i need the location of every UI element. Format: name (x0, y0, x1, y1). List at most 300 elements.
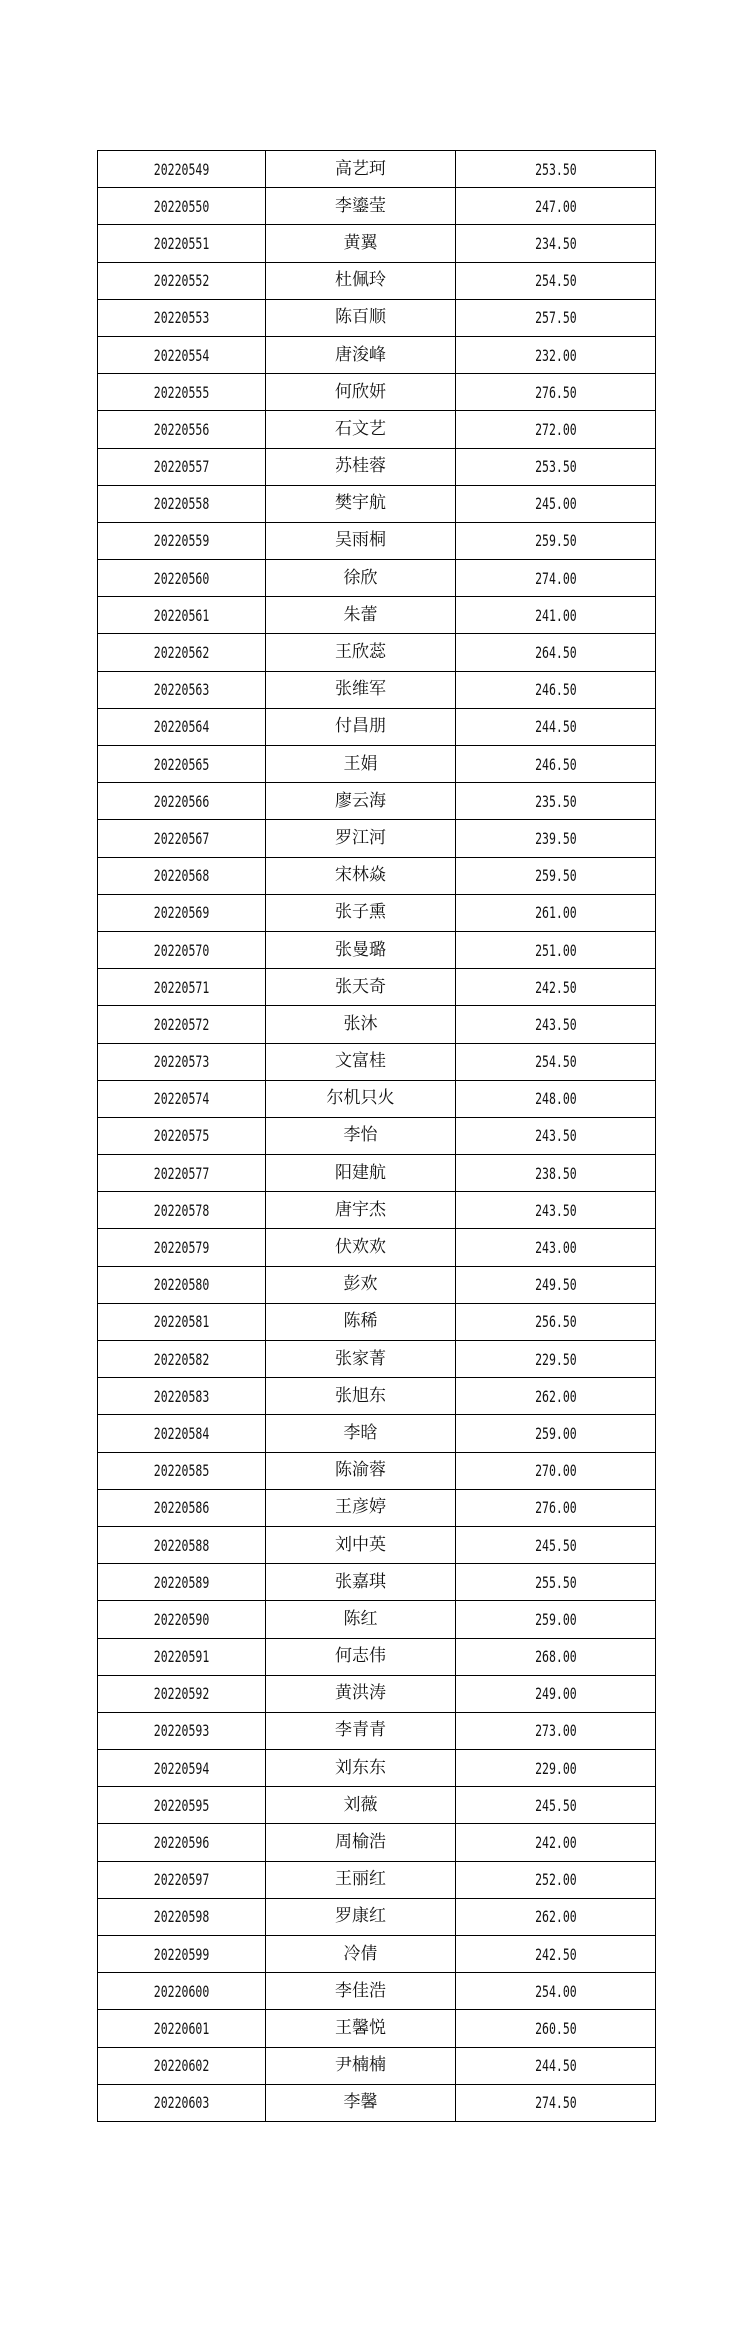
cell-score (456, 931, 656, 968)
cell-name: 李青青 (266, 1712, 456, 1749)
cell-name: 黄洪涛 (266, 1675, 456, 1712)
cell-score-text: 244.50 (534, 717, 577, 737)
cell-id (98, 1303, 266, 1340)
table-row (98, 1192, 656, 1229)
cell-score-text: 253.50 (534, 457, 577, 477)
cell-id-text: 20220575 (153, 1126, 210, 1146)
cell-score (456, 522, 656, 559)
cell-name: 陈红 (266, 1601, 456, 1638)
table-row (98, 671, 656, 708)
table-row (98, 336, 656, 373)
table-row (98, 820, 656, 857)
cell-name: 张子熏 (266, 894, 456, 931)
cell-name: 刘中英 (266, 1526, 456, 1563)
cell-score (456, 671, 656, 708)
cell-id-text: 20220584 (153, 1423, 210, 1443)
table-row (98, 1526, 656, 1563)
cell-name: 唐浚峰 (266, 336, 456, 373)
cell-id-text: 20220568 (153, 866, 210, 886)
cell-id (98, 522, 266, 559)
cell-name: 彭欢 (266, 1266, 456, 1303)
cell-id-text: 20220588 (153, 1535, 210, 1555)
cell-score (456, 188, 656, 225)
cell-id (98, 2084, 266, 2121)
cell-id (98, 1266, 266, 1303)
cell-id (98, 374, 266, 411)
cell-score (456, 597, 656, 634)
cell-id (98, 299, 266, 336)
cell-score-text: 246.50 (534, 680, 577, 700)
cell-id (98, 894, 266, 931)
cell-name: 张曼璐 (266, 931, 456, 968)
table-row (98, 188, 656, 225)
table-row (98, 151, 656, 188)
cell-score-text: 241.00 (534, 605, 577, 625)
cell-name: 周榆浩 (266, 1824, 456, 1861)
cell-score (456, 1303, 656, 1340)
cell-score (456, 1973, 656, 2010)
table-row (98, 1080, 656, 1117)
cell-id-text: 20220585 (153, 1461, 210, 1481)
cell-id (98, 151, 266, 188)
cell-id-text: 20220563 (153, 680, 210, 700)
cell-score (456, 262, 656, 299)
table-row (98, 1117, 656, 1154)
cell-name: 冷倩 (266, 1936, 456, 1973)
cell-score-text: 274.00 (534, 568, 577, 588)
cell-id (98, 448, 266, 485)
cell-score (456, 336, 656, 373)
cell-id-text: 20220582 (153, 1349, 210, 1369)
cell-id (98, 1043, 266, 1080)
cell-name: 吴雨桐 (266, 522, 456, 559)
cell-id-text: 20220552 (153, 271, 210, 291)
cell-score (456, 708, 656, 745)
cell-score-text: 259.00 (534, 1609, 577, 1629)
cell-score-text: 242.50 (534, 977, 577, 997)
cell-score (456, 151, 656, 188)
cell-name: 石文艺 (266, 411, 456, 448)
cell-score-text: 244.50 (534, 2056, 577, 2076)
cell-score (456, 2084, 656, 2121)
cell-id (98, 1378, 266, 1415)
cell-score-text: 254.00 (534, 1981, 577, 2001)
cell-name: 尔机只火 (266, 1080, 456, 1117)
table-row (98, 1824, 656, 1861)
cell-name: 李馨 (266, 2084, 456, 2121)
cell-id-text: 20220595 (153, 1795, 210, 1815)
cell-id-text: 20220586 (153, 1498, 210, 1518)
cell-id (98, 820, 266, 857)
cell-id (98, 188, 266, 225)
cell-id-text: 20220557 (153, 457, 210, 477)
cell-id-text: 20220571 (153, 977, 210, 997)
cell-score (456, 634, 656, 671)
cell-score-text: 245.50 (534, 1795, 577, 1815)
cell-score-text: 272.00 (534, 419, 577, 439)
cell-name: 李鎏莹 (266, 188, 456, 225)
cell-score-text: 242.00 (534, 1833, 577, 1853)
cell-id (98, 969, 266, 1006)
cell-score (456, 299, 656, 336)
cell-name: 廖云海 (266, 783, 456, 820)
cell-score (456, 1155, 656, 1192)
cell-score (456, 1341, 656, 1378)
cell-id (98, 1006, 266, 1043)
cell-name: 李晗 (266, 1415, 456, 1452)
cell-id (98, 1117, 266, 1154)
cell-id-text: 20220597 (153, 1870, 210, 1890)
cell-score (456, 2047, 656, 2084)
table-row (98, 262, 656, 299)
cell-id-text: 20220581 (153, 1312, 210, 1332)
cell-score (456, 857, 656, 894)
cell-id-text: 20220550 (153, 196, 210, 216)
cell-score (456, 411, 656, 448)
cell-score (456, 1006, 656, 1043)
cell-id-text: 20220591 (153, 1647, 210, 1667)
cell-id (98, 225, 266, 262)
cell-id (98, 1564, 266, 1601)
cell-id-text: 20220593 (153, 1721, 210, 1741)
cell-score (456, 1229, 656, 1266)
cell-id (98, 1787, 266, 1824)
cell-id (98, 485, 266, 522)
cell-name: 张沐 (266, 1006, 456, 1043)
cell-score-text: 259.50 (534, 866, 577, 886)
cell-id-text: 20220554 (153, 345, 210, 365)
table-row (98, 597, 656, 634)
cell-score (456, 1601, 656, 1638)
cell-score-text: 239.50 (534, 828, 577, 848)
table-row (98, 1898, 656, 1935)
cell-name: 黄翼 (266, 225, 456, 262)
cell-name: 尹楠楠 (266, 2047, 456, 2084)
cell-id (98, 634, 266, 671)
cell-score (456, 1787, 656, 1824)
cell-id (98, 857, 266, 894)
table-row (98, 560, 656, 597)
cell-score (456, 1526, 656, 1563)
cell-id-text: 20220570 (153, 940, 210, 960)
cell-id-text: 20220580 (153, 1275, 210, 1295)
table-row (98, 2047, 656, 2084)
cell-name: 罗康红 (266, 1898, 456, 1935)
table-row (98, 485, 656, 522)
cell-name: 王馨悦 (266, 2010, 456, 2047)
table-row (98, 1303, 656, 1340)
cell-score-text: 243.50 (534, 1126, 577, 1146)
cell-id (98, 783, 266, 820)
cell-id (98, 1712, 266, 1749)
cell-score (456, 820, 656, 857)
cell-score-text: 274.50 (534, 2093, 577, 2113)
cell-name: 张维军 (266, 671, 456, 708)
cell-score (456, 2010, 656, 2047)
table-row (98, 374, 656, 411)
cell-score-text: 273.00 (534, 1721, 577, 1741)
cell-id-text: 20220578 (153, 1200, 210, 1220)
table-row (98, 634, 656, 671)
table-row (98, 1601, 656, 1638)
cell-score (456, 1080, 656, 1117)
cell-score (456, 746, 656, 783)
cell-score-text: 253.50 (534, 159, 577, 179)
cell-id (98, 262, 266, 299)
cell-id-text: 20220560 (153, 568, 210, 588)
cell-score (456, 448, 656, 485)
table-row (98, 522, 656, 559)
cell-score-text: 256.50 (534, 1312, 577, 1332)
cell-id-text: 20220589 (153, 1572, 210, 1592)
cell-id-text: 20220579 (153, 1238, 210, 1258)
cell-score (456, 783, 656, 820)
cell-score-text: 276.50 (534, 382, 577, 402)
cell-id (98, 1750, 266, 1787)
cell-id (98, 1898, 266, 1935)
cell-score-text: 238.50 (534, 1163, 577, 1183)
cell-score-text: 276.00 (534, 1498, 577, 1518)
cell-score-text: 245.00 (534, 494, 577, 514)
table-row (98, 1415, 656, 1452)
cell-score-text: 249.50 (534, 1275, 577, 1295)
cell-score (456, 560, 656, 597)
cell-score (456, 969, 656, 1006)
cell-id-text: 20220574 (153, 1089, 210, 1109)
cell-score (456, 1489, 656, 1526)
cell-score-text: 251.00 (534, 940, 577, 960)
table-row (98, 1973, 656, 2010)
cell-score-text: 246.50 (534, 754, 577, 774)
cell-name: 王娟 (266, 746, 456, 783)
table-row (98, 1564, 656, 1601)
cell-id (98, 1341, 266, 1378)
table-row (98, 448, 656, 485)
cell-score (456, 1936, 656, 1973)
cell-score-text: 229.00 (534, 1758, 577, 1778)
cell-name: 王欣蕊 (266, 634, 456, 671)
cell-id (98, 671, 266, 708)
cell-id-text: 20220594 (153, 1758, 210, 1778)
cell-id-text: 20220596 (153, 1833, 210, 1853)
cell-id (98, 1601, 266, 1638)
cell-id-text: 20220577 (153, 1163, 210, 1183)
cell-id-text: 20220602 (153, 2056, 210, 2076)
cell-score (456, 1898, 656, 1935)
cell-id-text: 20220556 (153, 419, 210, 439)
cell-id (98, 746, 266, 783)
score-table-body (98, 151, 656, 2122)
cell-name: 张家菁 (266, 1341, 456, 1378)
cell-score (456, 485, 656, 522)
cell-id (98, 597, 266, 634)
table-row (98, 708, 656, 745)
cell-name: 陈百顺 (266, 299, 456, 336)
cell-id-text: 20220551 (153, 233, 210, 253)
cell-name: 张旭东 (266, 1378, 456, 1415)
cell-score-text: 257.50 (534, 308, 577, 328)
cell-name: 唐宇杰 (266, 1192, 456, 1229)
cell-name: 付昌朋 (266, 708, 456, 745)
cell-score (456, 1192, 656, 1229)
cell-name: 何欣妍 (266, 374, 456, 411)
cell-id (98, 560, 266, 597)
table-row (98, 931, 656, 968)
score-table (97, 150, 656, 2122)
cell-name: 王丽红 (266, 1861, 456, 1898)
cell-id (98, 1489, 266, 1526)
cell-score-text: 249.00 (534, 1684, 577, 1704)
cell-score-text: 242.50 (534, 1944, 577, 1964)
cell-id-text: 20220561 (153, 605, 210, 625)
cell-id (98, 1229, 266, 1266)
cell-name: 阳建航 (266, 1155, 456, 1192)
cell-score-text: 260.50 (534, 2018, 577, 2038)
cell-score-text: 243.50 (534, 1200, 577, 1220)
cell-score (456, 1712, 656, 1749)
table-row (98, 857, 656, 894)
cell-score-text: 254.50 (534, 1052, 577, 1072)
cell-id-text: 20220592 (153, 1684, 210, 1704)
cell-name: 李怡 (266, 1117, 456, 1154)
table-row (98, 1712, 656, 1749)
table-row (98, 1006, 656, 1043)
cell-name: 徐欣 (266, 560, 456, 597)
table-row (98, 1229, 656, 1266)
table-row (98, 1266, 656, 1303)
table-row (98, 2010, 656, 2047)
cell-score-text: 268.00 (534, 1647, 577, 1667)
cell-id-text: 20220565 (153, 754, 210, 774)
cell-name: 罗江河 (266, 820, 456, 857)
cell-id (98, 1526, 266, 1563)
cell-score-text: 255.50 (534, 1572, 577, 1592)
cell-name: 陈渝蓉 (266, 1452, 456, 1489)
table-row (98, 1675, 656, 1712)
cell-score-text: 248.00 (534, 1089, 577, 1109)
cell-name: 王彦婷 (266, 1489, 456, 1526)
cell-name: 刘东东 (266, 1750, 456, 1787)
table-row (98, 783, 656, 820)
cell-name: 高艺珂 (266, 151, 456, 188)
cell-score (456, 1564, 656, 1601)
cell-id-text: 20220572 (153, 1014, 210, 1034)
cell-score-text: 254.50 (534, 271, 577, 291)
cell-name: 张天奇 (266, 969, 456, 1006)
cell-score-text: 232.00 (534, 345, 577, 365)
cell-score (456, 1378, 656, 1415)
table-row (98, 2084, 656, 2121)
cell-score-text: 243.50 (534, 1014, 577, 1034)
cell-id (98, 411, 266, 448)
cell-score (456, 374, 656, 411)
cell-id-text: 20220566 (153, 791, 210, 811)
cell-score-text: 262.00 (534, 1386, 577, 1406)
cell-score-text: 229.50 (534, 1349, 577, 1369)
cell-id-text: 20220559 (153, 531, 210, 551)
cell-score-text: 247.00 (534, 196, 577, 216)
cell-score-text: 234.50 (534, 233, 577, 253)
cell-id-text: 20220562 (153, 643, 210, 663)
table-row (98, 1155, 656, 1192)
cell-id-text: 20220549 (153, 159, 210, 179)
cell-score-text: 270.00 (534, 1461, 577, 1481)
table-row (98, 1489, 656, 1526)
cell-score (456, 1861, 656, 1898)
table-row (98, 746, 656, 783)
cell-id (98, 1638, 266, 1675)
cell-id (98, 1675, 266, 1712)
cell-name: 樊宇航 (266, 485, 456, 522)
cell-score-text: 259.50 (534, 531, 577, 551)
cell-id (98, 336, 266, 373)
cell-id-text: 20220558 (153, 494, 210, 514)
cell-score-text: 264.50 (534, 643, 577, 663)
cell-id-text: 20220600 (153, 1981, 210, 2001)
cell-score (456, 1043, 656, 1080)
cell-id (98, 2010, 266, 2047)
cell-score (456, 1415, 656, 1452)
cell-name: 陈稀 (266, 1303, 456, 1340)
cell-name: 杜佩玲 (266, 262, 456, 299)
cell-score (456, 1266, 656, 1303)
table-row (98, 1378, 656, 1415)
cell-id-text: 20220555 (153, 382, 210, 402)
cell-id (98, 1861, 266, 1898)
cell-score-text: 252.00 (534, 1870, 577, 1890)
cell-score-text: 259.00 (534, 1423, 577, 1443)
cell-score (456, 225, 656, 262)
cell-score-text: 262.00 (534, 1907, 577, 1927)
cell-id (98, 2047, 266, 2084)
table-row (98, 894, 656, 931)
cell-name: 宋林焱 (266, 857, 456, 894)
cell-score-text: 261.00 (534, 903, 577, 923)
cell-score (456, 1750, 656, 1787)
cell-id-text: 20220553 (153, 308, 210, 328)
cell-score (456, 1117, 656, 1154)
table-row (98, 1341, 656, 1378)
cell-name: 伏欢欢 (266, 1229, 456, 1266)
cell-id (98, 1973, 266, 2010)
table-row (98, 1861, 656, 1898)
cell-id (98, 931, 266, 968)
cell-id-text: 20220567 (153, 828, 210, 848)
cell-id (98, 1824, 266, 1861)
cell-id-text: 20220599 (153, 1944, 210, 1964)
table-row (98, 299, 656, 336)
cell-score (456, 1824, 656, 1861)
table-row (98, 225, 656, 262)
cell-name: 朱蕾 (266, 597, 456, 634)
cell-name: 刘薇 (266, 1787, 456, 1824)
cell-score (456, 1675, 656, 1712)
cell-score-text: 245.50 (534, 1535, 577, 1555)
cell-id-text: 20220590 (153, 1609, 210, 1629)
table-row (98, 1452, 656, 1489)
cell-id-text: 20220601 (153, 2018, 210, 2038)
table-row (98, 1043, 656, 1080)
table-row (98, 1787, 656, 1824)
table-row (98, 1638, 656, 1675)
cell-id-text: 20220583 (153, 1386, 210, 1406)
cell-name: 李佳浩 (266, 1973, 456, 2010)
table-row (98, 1750, 656, 1787)
cell-name: 苏桂蓉 (266, 448, 456, 485)
cell-score-text: 235.50 (534, 791, 577, 811)
cell-id (98, 1936, 266, 1973)
cell-id (98, 1080, 266, 1117)
